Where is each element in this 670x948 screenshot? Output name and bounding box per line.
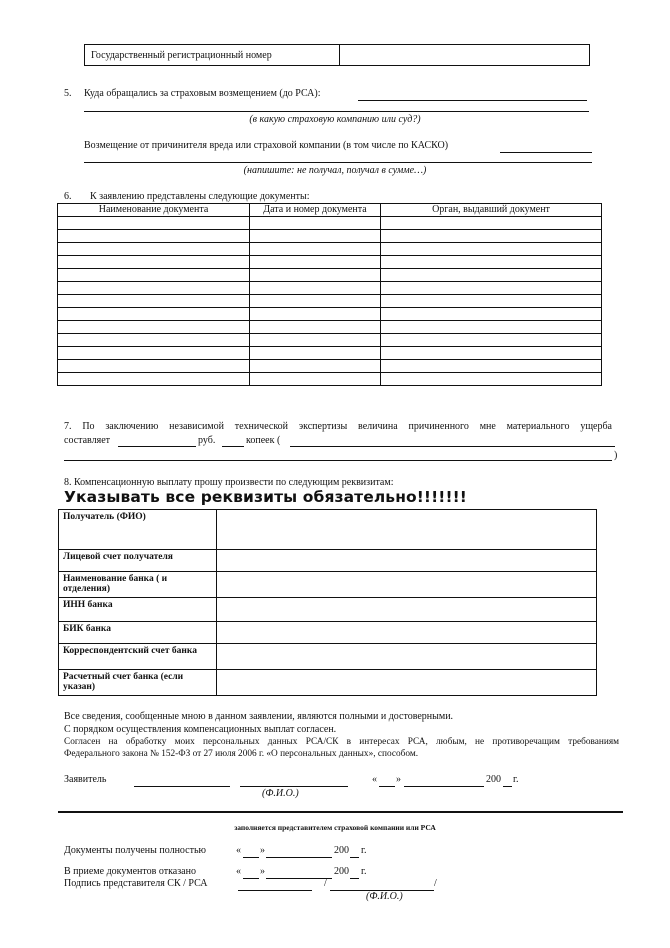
document-cell[interactable] bbox=[250, 295, 381, 308]
document-cell[interactable] bbox=[58, 269, 250, 282]
received-year: 200 bbox=[334, 845, 349, 856]
document-cell[interactable] bbox=[381, 256, 602, 269]
document-cell[interactable] bbox=[58, 282, 250, 295]
applicant-date-mid: » bbox=[396, 774, 401, 785]
bank-field-value[interactable] bbox=[217, 598, 597, 622]
document-cell[interactable] bbox=[250, 373, 381, 386]
damage-words-line[interactable] bbox=[290, 446, 615, 447]
document-cell[interactable] bbox=[381, 347, 602, 360]
applicant-fio-hint: (Ф.И.О.) bbox=[262, 788, 299, 799]
registration-value-cell[interactable] bbox=[340, 45, 590, 66]
required-warning: Указывать все реквизиты обязательно!!!!!!! bbox=[64, 488, 467, 506]
bank-field-value[interactable] bbox=[217, 572, 597, 598]
compensation-answer-line-2[interactable] bbox=[84, 162, 592, 163]
applicant-month-line[interactable] bbox=[404, 786, 484, 787]
bank-field-value[interactable] bbox=[217, 622, 597, 644]
applicant-year-suffix: г. bbox=[513, 774, 519, 785]
signature-label: Подпись представителя СК / РСА bbox=[64, 878, 208, 889]
document-cell[interactable] bbox=[58, 334, 250, 347]
document-cell[interactable] bbox=[58, 295, 250, 308]
close-paren: ) bbox=[614, 450, 618, 461]
table-row bbox=[58, 321, 602, 334]
declaration-line-2: С порядком осуществления компенсационных выплат согласен. bbox=[64, 724, 337, 735]
declaration-line-1: Все сведения, сообщенные мною в данном заявлении, являются полными и достоверными. bbox=[64, 711, 454, 722]
document-cell[interactable] bbox=[381, 295, 602, 308]
document-cell[interactable] bbox=[250, 269, 381, 282]
document-cell[interactable] bbox=[250, 360, 381, 373]
document-cell[interactable] bbox=[381, 360, 602, 373]
bank-field-label-text: Наименование банка ( и отделения) bbox=[63, 574, 168, 594]
slash-left: / bbox=[324, 878, 327, 889]
document-cell[interactable] bbox=[58, 321, 250, 334]
refused-month-line[interactable] bbox=[266, 878, 332, 879]
section5-answer-line[interactable] bbox=[358, 100, 587, 101]
table-row bbox=[58, 230, 602, 243]
table-row bbox=[58, 334, 602, 347]
bank-field-value[interactable] bbox=[217, 670, 597, 696]
table-row bbox=[58, 217, 602, 230]
document-cell[interactable] bbox=[250, 230, 381, 243]
received-day-line[interactable] bbox=[243, 857, 259, 858]
document-cell[interactable] bbox=[58, 230, 250, 243]
applicant-signature-line[interactable] bbox=[134, 786, 230, 787]
document-cell[interactable] bbox=[250, 334, 381, 347]
applicant-name-line[interactable] bbox=[240, 786, 348, 787]
compensation-hint: (напишите: не получал, получал в сумме…) bbox=[243, 165, 427, 176]
section-divider bbox=[58, 811, 623, 813]
documents-column-header: Наименование документа bbox=[58, 204, 250, 217]
bank-field-value[interactable] bbox=[217, 644, 597, 670]
refused-year-suffix: г. bbox=[361, 866, 367, 877]
bank-field-label: Расчетный счет банка (если указан) bbox=[59, 670, 217, 696]
section6-number: 6. bbox=[64, 191, 72, 202]
document-cell[interactable] bbox=[381, 373, 602, 386]
declaration-line-4: Федерального закона № 152-ФЗ от 27 июля 2006 г. «О персональных данных», способом. bbox=[64, 749, 419, 759]
declaration-line-3: Согласен на обработку моих персональных данных РСА/СК в интересах РСА, любым, не противоречащим требованиям bbox=[64, 737, 619, 747]
received-label: Документы получены полностью bbox=[64, 845, 207, 856]
document-cell[interactable] bbox=[250, 308, 381, 321]
bank-field-label bbox=[59, 644, 217, 670]
damage-words-line-2[interactable] bbox=[64, 460, 612, 461]
document-cell[interactable] bbox=[250, 256, 381, 269]
section7-prefix: составляет bbox=[64, 435, 111, 446]
refused-day-line[interactable] bbox=[243, 878, 259, 879]
official-signature-line[interactable] bbox=[238, 890, 312, 891]
table-row bbox=[58, 282, 602, 295]
document-cell[interactable] bbox=[58, 217, 250, 230]
received-date-mid: » bbox=[260, 845, 265, 856]
registration-label: Государственный регистрационный номер bbox=[85, 45, 340, 66]
bank-field-label: БИК банка bbox=[59, 622, 217, 644]
section5-answer-line-2[interactable] bbox=[84, 111, 589, 112]
bank-details-table bbox=[58, 509, 597, 696]
section5-question: Куда обращались за страховым возмещением (до РСА): bbox=[84, 88, 321, 99]
kop-label: копеек ( bbox=[246, 435, 281, 446]
table-row bbox=[58, 295, 602, 308]
document-cell[interactable] bbox=[250, 347, 381, 360]
section6-title: К заявлению представлены следующие документы: bbox=[90, 191, 310, 202]
compensation-answer-line[interactable] bbox=[500, 152, 592, 153]
table-row bbox=[58, 373, 602, 386]
document-cell[interactable] bbox=[381, 269, 602, 282]
damage-rub-line[interactable] bbox=[118, 446, 196, 447]
refused-date-mid: » bbox=[260, 866, 265, 877]
document-cell[interactable] bbox=[58, 373, 250, 386]
received-year-suffix: г. bbox=[361, 845, 367, 856]
table-row bbox=[58, 269, 602, 282]
table-row bbox=[58, 256, 602, 269]
refused-year-line[interactable] bbox=[350, 878, 359, 879]
document-cell[interactable] bbox=[58, 256, 250, 269]
document-cell[interactable] bbox=[381, 243, 602, 256]
documents-column-header: Дата и номер документа bbox=[250, 204, 381, 217]
applicant-year-line[interactable] bbox=[503, 786, 512, 787]
rub-label: руб. bbox=[198, 435, 216, 446]
official-header: заполняется представителем страховой компании или РСА bbox=[234, 823, 436, 832]
slash-right: / bbox=[434, 878, 437, 889]
document-cell[interactable] bbox=[250, 217, 381, 230]
section5-number: 5. bbox=[64, 88, 72, 99]
table-row bbox=[58, 243, 602, 256]
document-cell[interactable] bbox=[250, 282, 381, 295]
received-year-line[interactable] bbox=[350, 857, 359, 858]
documents-table bbox=[57, 203, 602, 386]
document-cell[interactable] bbox=[381, 230, 602, 243]
bank-field-label-text: Корреспондентский счет банка bbox=[63, 646, 197, 656]
applicant-day-line[interactable] bbox=[379, 786, 395, 787]
refused-date-open: « bbox=[236, 866, 241, 877]
received-date-open: « bbox=[236, 845, 241, 856]
section7-text: 7. По заключению независимой технической экспертизы величина причиненного мне материального ущерба bbox=[64, 421, 612, 432]
bank-field-label: ИНН банка bbox=[59, 598, 217, 622]
refused-year: 200 bbox=[334, 866, 349, 877]
compensation-question: Возмещение от причинителя вреда или страховой компании (в том числе по КАСКО) bbox=[84, 140, 449, 151]
table-row bbox=[58, 347, 602, 360]
section8-title: 8. Компенсационную выплату прошу произвести по следующим реквизитам: bbox=[64, 477, 394, 488]
table-row bbox=[58, 360, 602, 373]
applicant-label: Заявитель bbox=[64, 774, 107, 785]
bank-field-value[interactable] bbox=[217, 550, 597, 572]
document-cell[interactable] bbox=[58, 243, 250, 256]
document-cell[interactable] bbox=[381, 217, 602, 230]
documents-column-header: Орган, выдавший документ bbox=[381, 204, 602, 217]
applicant-year: 200 bbox=[486, 774, 501, 785]
damage-kop-line[interactable] bbox=[222, 446, 244, 447]
received-month-line[interactable] bbox=[266, 857, 332, 858]
applicant-date-open: « bbox=[372, 774, 377, 785]
official-fio-hint: (Ф.И.О.) bbox=[366, 891, 403, 902]
registration-table bbox=[84, 44, 590, 66]
bank-field-label: Получатель (ФИО) bbox=[59, 510, 217, 550]
section5-hint: (в какую страховую компанию или суд?) bbox=[249, 114, 421, 125]
bank-field-label bbox=[59, 572, 217, 598]
bank-field-label: Лицевой счет получателя bbox=[59, 550, 217, 572]
document-cell[interactable] bbox=[250, 243, 381, 256]
refused-label: В приеме документов отказано bbox=[64, 866, 196, 877]
document-cell[interactable] bbox=[381, 308, 602, 321]
document-cell[interactable] bbox=[58, 308, 250, 321]
document-cell[interactable] bbox=[381, 321, 602, 334]
document-cell[interactable] bbox=[58, 360, 250, 373]
bank-field-value[interactable] bbox=[217, 510, 597, 550]
document-cell[interactable] bbox=[58, 347, 250, 360]
document-cell[interactable] bbox=[381, 334, 602, 347]
table-row bbox=[58, 308, 602, 321]
document-cell[interactable] bbox=[250, 321, 381, 334]
document-cell[interactable] bbox=[381, 282, 602, 295]
